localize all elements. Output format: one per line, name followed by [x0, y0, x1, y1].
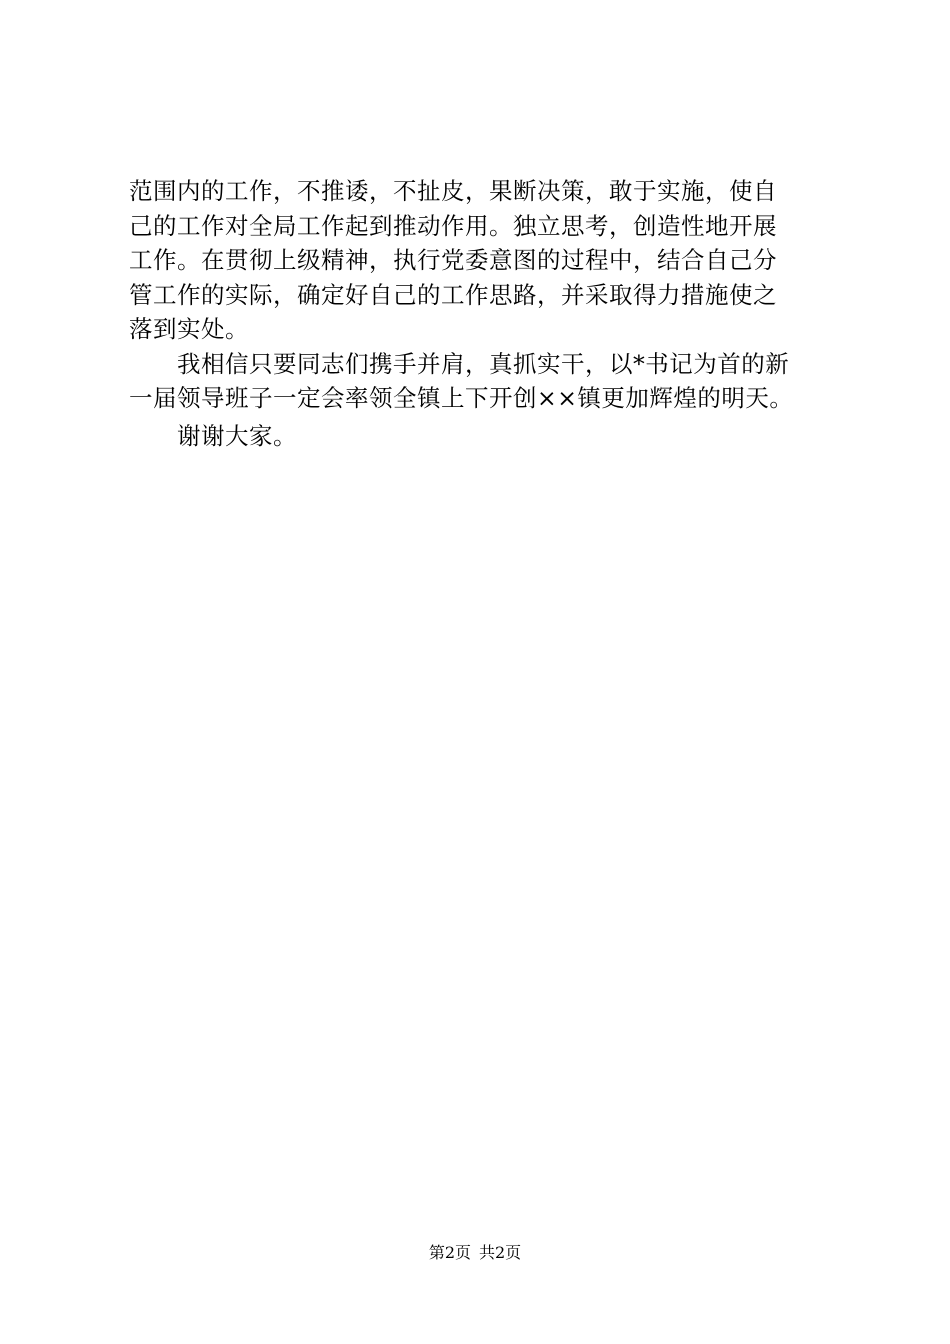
- page-total: 共2页: [479, 1243, 522, 1262]
- text-line: 范围内的工作，不推诿，不扯皮，果断决策，敢于实施，使自: [129, 177, 777, 205]
- paragraph: [129, 174, 829, 347]
- page-footer: [0, 1242, 950, 1264]
- text-line: 一届领导班子一定会率领全镇上下开创××镇更加辉煌的明天。: [129, 384, 794, 412]
- text-line: 管工作的实际，确定好自己的工作思路，并采取得力措施使之: [129, 280, 777, 309]
- page-number: 第2页: [428, 1243, 471, 1262]
- paragraph: [129, 347, 829, 416]
- closing-remark: 谢谢大家。: [177, 422, 297, 450]
- text-line: 我相信只要同志们携手并肩，真抓实干，以*书记为首的新: [177, 349, 790, 378]
- text-line: 落到实处。: [129, 315, 249, 343]
- document-body: [129, 174, 829, 416]
- text-line: 工作。在贯彻上级精神，执行党委意图的过程中，结合自己分: [129, 246, 777, 274]
- text-line: 己的工作对全局工作起到推动作用。独立思考，创造性地开展: [129, 211, 777, 240]
